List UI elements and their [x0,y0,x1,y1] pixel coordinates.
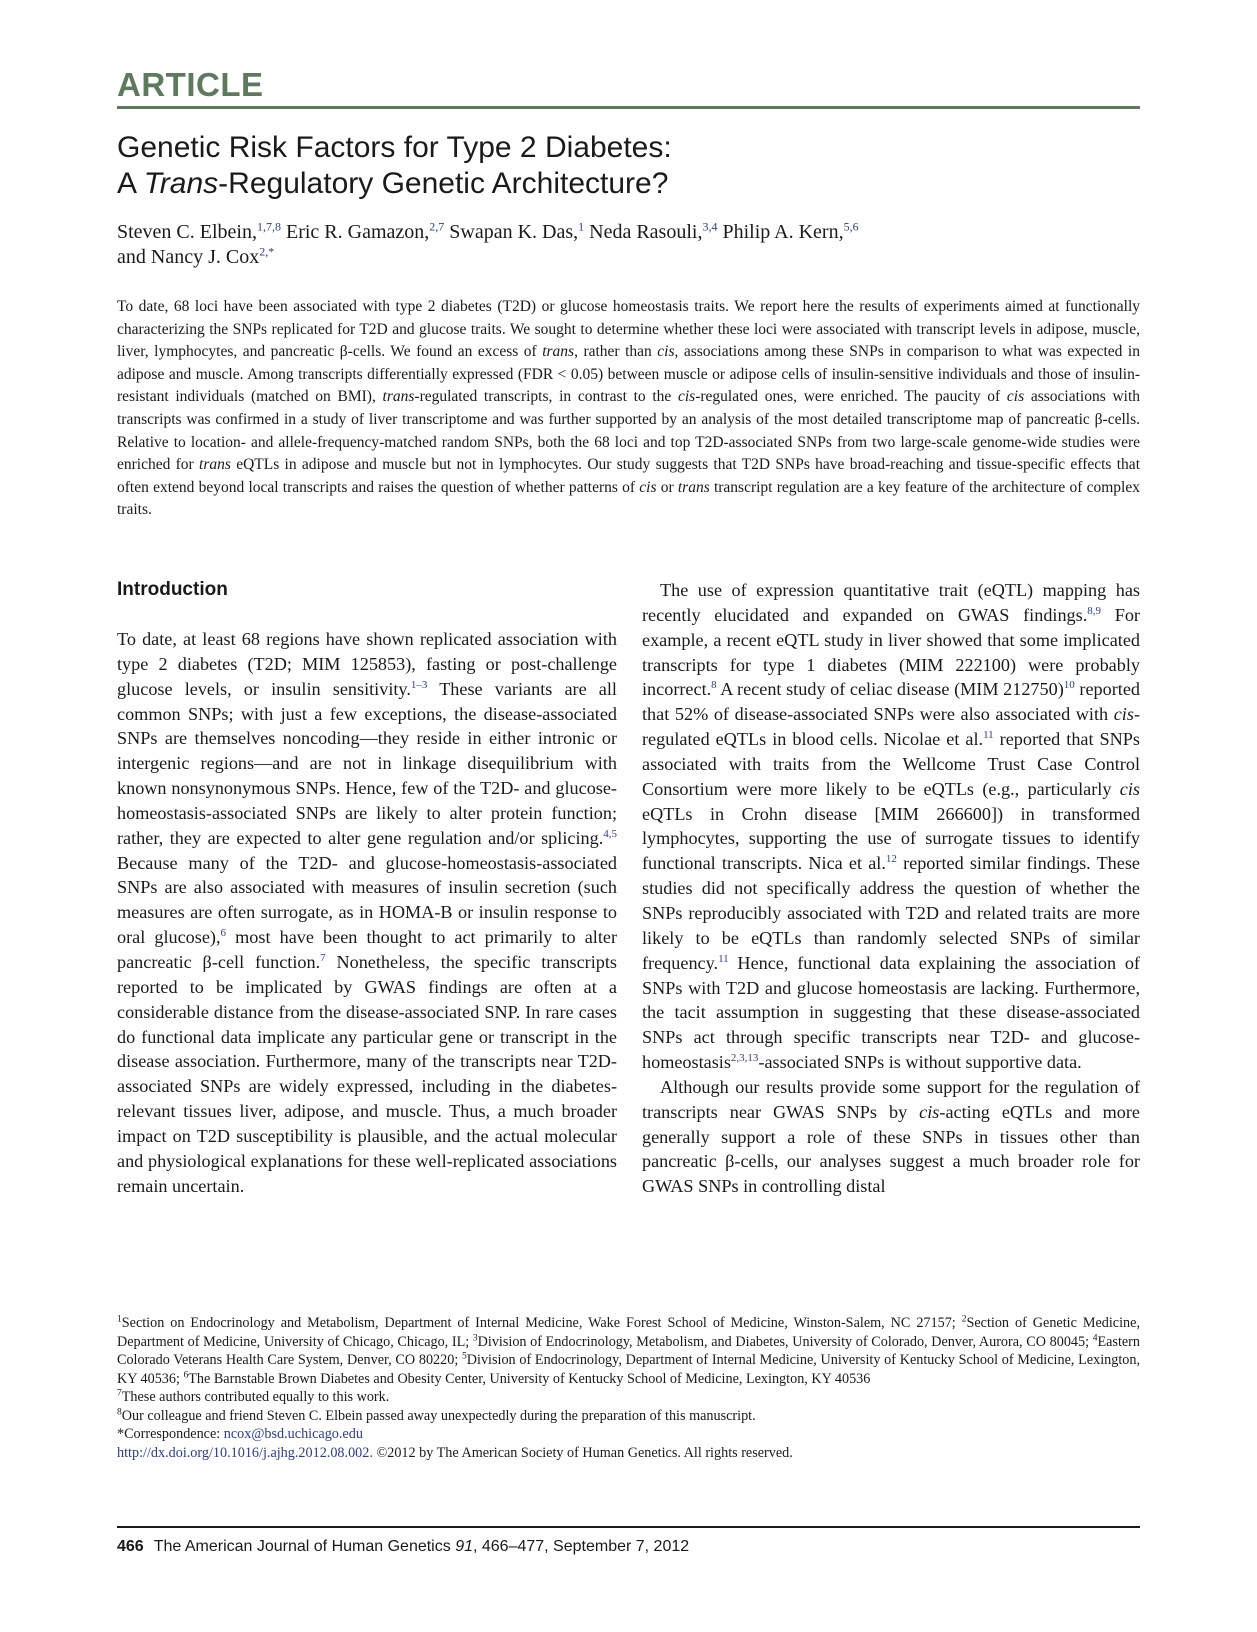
citation-link[interactable]: 8 [711,679,717,692]
author: Steven C. Elbein,$^{1,7,8}$ [117,219,281,243]
journal-pages-date: , 466–477, September 7, 2012 [472,1538,690,1555]
footer-rule [117,1526,1140,1528]
citation-link[interactable]: 1–3 [410,678,428,691]
author: Neda Rasouli,$^{3,4}$ [589,219,718,243]
journal-name: The American Journal of Human Genetics [153,1538,456,1555]
journal-volume: 91 [455,1538,473,1555]
citation-link[interactable]: 2,3,13 [730,1051,759,1064]
article-title [117,130,1140,202]
citation-link[interactable]: 4,5 [603,827,617,840]
doi-link[interactable]: http://dx.doi.org/10.1016/j.ajhg.2012.08.002. [117,1444,373,1461]
page-number: 466 [117,1538,144,1555]
citation-link[interactable]: 11 [983,729,994,741]
correspondence: *Correspondence: ncox@bsd.uchicago.edu [117,1426,363,1442]
article-type-label: ARTICLE [117,66,264,103]
citation-link[interactable]: 11 [718,952,729,965]
citation-link[interactable]: 12 [885,853,897,866]
author: and Nancy J. Cox$^{2,*}$ [117,244,275,268]
title-line-1: Genetic Risk Factors for Type 2 Diabetes: [117,131,672,164]
body-paragraph: To date, at least 68 regions have shown replicated association with type 2 diabetes (T2D; MIM 125853), fasting or post-challenge glucose levels, or insulin sensitivity.$^{1-3}$ These variants are all common SNPs; with just a few exceptions, the disease-associated SNPs are themselves noncoding—they reside in either intronic or intergenic regions—and are not in linkage disequilibrium with known nonsynonymous SNPs. Hence, few of the T2D- and glucose-homeostasis-associated SNPs are likely to alter protein function; rather, they are expected to alter gene regulation and/or splicing.$^{4,5}$ Because many of the T2D- and glucose-homeostasis-associated SNPs are also associated with measures of insulin secretion (such measures are often surrogate, as in HOMA-B or insulin response to oral glucose),$^6$ most have been thought to act primarily to alter pancreatic β-cell function.$^7$ Nonetheless, the specific transcripts reported to be implicated by GWAS findings are often at a considerable distance from the disease-associated SNP. In rare cases do functional data implicate any particular gene or transcript in the disease association. Furthermore, many of the transcripts near T2D-associated SNPs are widely expressed, including in the diabetes-relevant tissues liver, adipose, and muscle. Thus, a much broader impact on T2D susceptibility is plausible, and the actual molecular and physiological explanations for these well-replicated associations remain uncertain. [117,629,618,1196]
citation-link[interactable]: 7 [320,951,326,964]
abstract [117,296,1140,522]
body-column-right [642,578,1140,1199]
body-paragraph: Although our results provide some support for the regulation of transcripts near GWAS SNPs by cis-acting eQTLs and more generally support a role of these SNPs in tissues other than pancreatic β-cells, our analyses suggest a much broader role for GWAS SNPs in controlling distal [642,1076,1140,1197]
citation-link[interactable]: 8,9 [1087,604,1102,617]
title-line-2: A Trans-Regulatory Genetic Architecture? [117,167,669,200]
author: Philip A. Kern,$^{5,6}$ [722,219,859,243]
author-list [117,220,1140,270]
affiliations-footnotes [117,1314,1140,1462]
header-rule [117,106,1140,109]
body-paragraph: The use of expression quantitative trait (eQTL) mapping has recently elucidated and expanded on GWAS findings.$^{8,9}$ For example, a recent eQTL study in liver showed that some implicated transcripts for type 1 diabetes (MIM 222100) were probably incorrect.$^8$ A recent study of celiac disease (MIM 212750)$^{10}$ reported that 52% of disease-associated SNPs were also associated with cis-regulated eQTLs in blood cells. Nicolae et al.$^{11}$ reported that SNPs associated with traits from the Wellcome Trust Case Control Consortium were more likely to be eQTLs (e.g., particularly cis eQTLs in Crohn disease [MIM 266600]) in transformed lymphocytes, supporting the use of surrogate tissues to identify functional transcripts. Nica et al.$^{12}$ reported similar findings. These studies did not specifically address the question of whether the SNPs reproducibly associated with T2D and related traits are more likely to be eQTLs than randomly selected SNPs of similar frequency.$^{11}$ Hence, functional data explaining the association of SNPs with T2D and glucose homeostasis are lacking. Furthermore, the tacit assumption in suggesting that these disease-associated SNPs act through specific transcripts near T2D- and glucose-homeostasis$^{2,3,13}$-associated SNPs is without supportive data. [642,580,1141,1073]
author: Eric R. Gamazon,$^{2,7}$ [285,219,445,243]
section-heading-introduction: Introduction [117,579,228,600]
doi-line: http://dx.doi.org/10.1016/j.ajhg.2012.08.002. ©2012 by The American Society of Human Genetics. All rights reserved. [117,1444,793,1461]
citation-link[interactable]: 10 [1063,679,1075,692]
author: Swapan K. Das,$^1$ [449,219,585,243]
body-column-left [117,627,617,1198]
page-footer [117,1538,689,1556]
affiliation-list: $^1$Section on Endocrinology and Metabolism, Department of Internal Medicine, Wake Forest School of Medicine, Winston-Salem, NC 27157; $^2$Section of Genetic Medicine, Department of Medicine, University of Chicago, Chicago, IL; $^3$Division of Endocrinology, Metabolism, and Diabetes, University of Colorado, Denver, Aurora, CO 80045; $^4$Eastern Colorado Veterans Health Care System, Denver, CO 80220; $^5$Division of Endocrinology, Department of Internal Medicine, University of Kentucky School of Medicine, Lexington, KY 40536; $^6$The Barnstable Brown Diabetes and Obesity Center, University of Kentucky School of Medicine, Lexington, KY 40536 [117,1314,1141,1387]
abstract-text: To date, 68 loci have been associated with type 2 diabetes (T2D) or glucose homeostasis traits. We report here the results of experiments aimed at functionally characterizing the SNPs replicated for T2D and glucose traits. We sought to determine whether these loci were associated with transcript levels in adipose, muscle, liver, lymphocytes, and pancreatic β-cells. We found an excess of trans, rather than cis, associations among these SNPs in comparison to what was expected in adipose and muscle. Among transcripts differentially expressed (FDR < 0.05) between muscle or adipose cells of insulin-sensitive individuals and those of insulin-resistant individuals (matched on BMI), trans-regulated transcripts, in contrast to the cis-regulated ones, were enriched. The paucity of cis associations with transcripts was confirmed in a study of liver transcriptome and was further supported by an analysis of the most detailed transcriptome map of pancreatic β-cells. Relative to location- and allele-frequency-matched random SNPs, both the 68 loci and top T2D-associated SNPs from two large-scale genome-wide studies were enriched for trans eQTLs in adipose and muscle but not in lymphocytes. Our study suggests that T2D SNPs have broad-reaching and tissue-specific effects that often extend beyond local transcripts and raises the question of whether patterns of cis or trans transcript regulation are a key feature of the architecture of complex traits. [117,298,1140,519]
footnote-in-memoriam: $^8$Our colleague and friend Steven C. Elbein passed away unexpectedly during the preparation of this manuscript. [117,1406,756,1424]
citation-link[interactable]: 6 [220,927,227,940]
correspondence-email-link[interactable]: ncox@bsd.uchicago.edu [223,1426,363,1442]
footnote-equal-contribution: $^7$These authors contributed equally to this work. [117,1388,390,1405]
